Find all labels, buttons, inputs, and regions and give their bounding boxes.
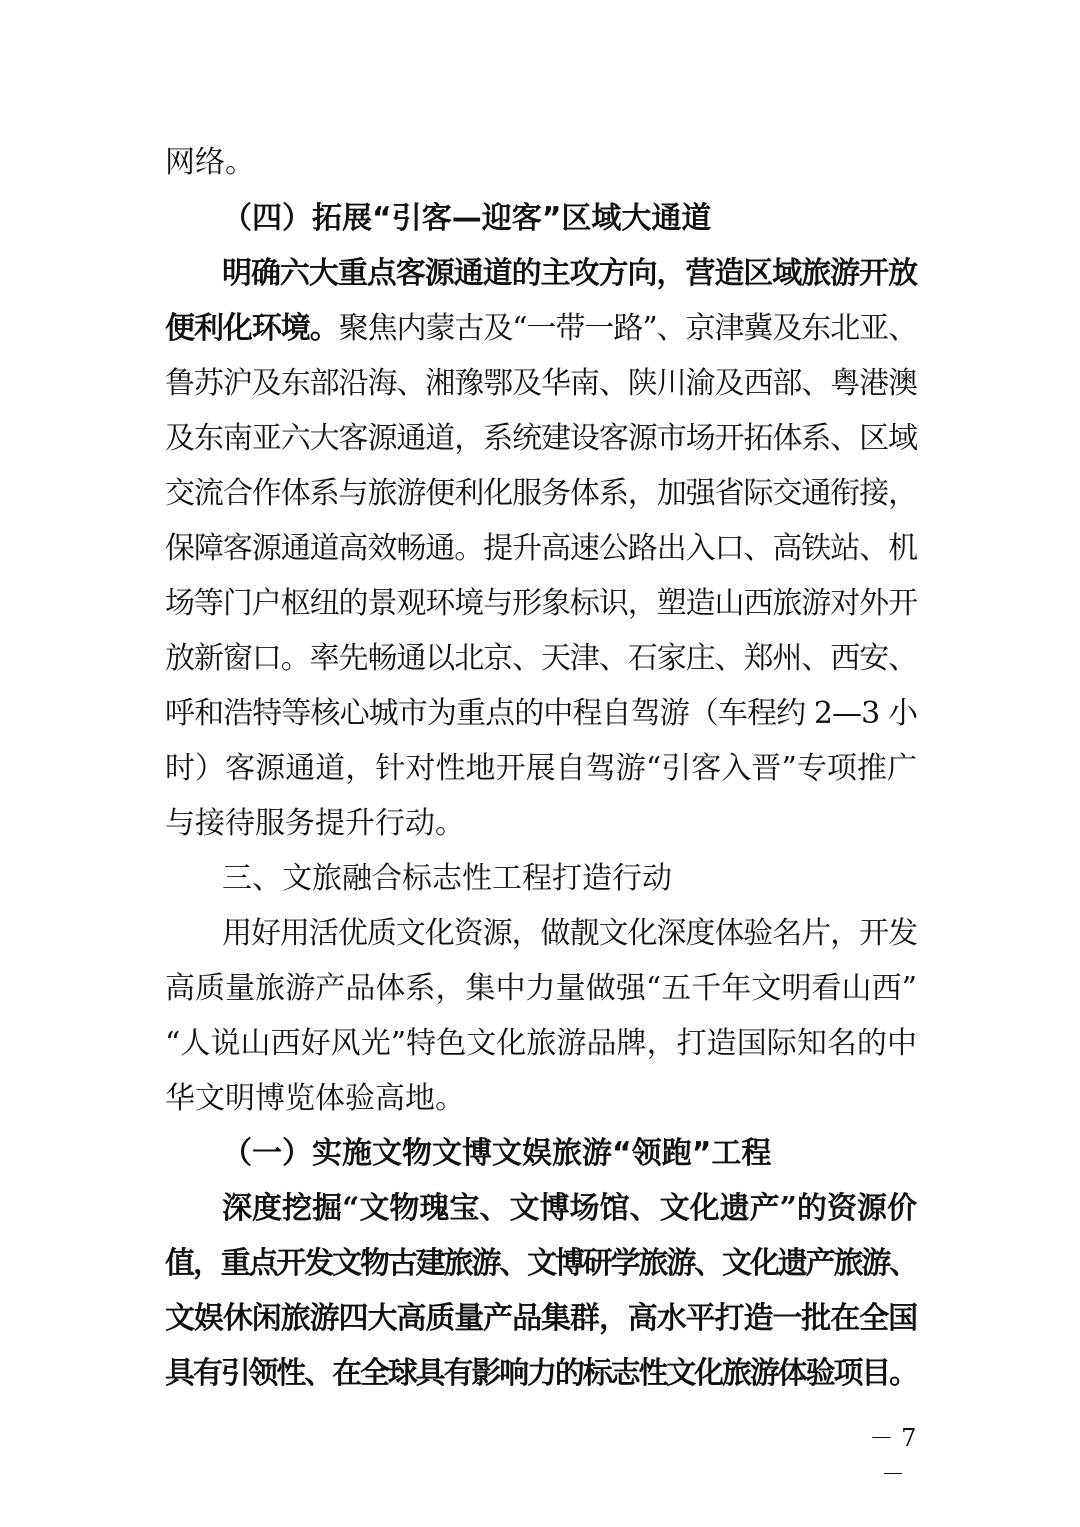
paragraph-line: 保障客源通道高效畅通。提升高速公路出入口、高铁站、机 xyxy=(165,531,917,566)
page-number: － 7 － xyxy=(869,1424,917,1488)
chapter-heading: 三、文旅融合标志性工程打造行动 xyxy=(222,861,672,896)
paragraph-line: 明确六大重点客源通道的主攻方向，营造区域旅游开放 xyxy=(222,256,918,291)
paragraph-line: 交流合作体系与旅游便利化服务体系，加强省际交通衔接， xyxy=(165,476,917,511)
paragraph-line: 值，重点开发文物古建旅游、文博研学旅游、文化遗产旅游、 xyxy=(165,1246,917,1281)
paragraph-line: 及东南亚六大客源通道，系统建设客源市场开拓体系、区域 xyxy=(165,421,917,456)
paragraph-line: 用好用活优质文化资源，做靓文化深度体验名片，开发 xyxy=(222,916,918,951)
paragraph-line: 呼和浩特等核心城市为重点的中程自驾游（车程约 2—3 小 xyxy=(165,696,918,731)
paragraph-line: “人说山西好风光”特色文化旅游品牌，打造国际知名的中 xyxy=(165,1026,917,1061)
paragraph-line: 与接待服务提升行动。 xyxy=(165,806,465,841)
paragraph-line: 放新窗口。率先畅通以北京、天津、石家庄、郑州、西安、 xyxy=(165,641,917,676)
paragraph-line: 文娱休闲旅游四大高质量产品集群，高水平打造一批在全国 xyxy=(165,1301,917,1336)
bold-lead-text: 便利化环境。 xyxy=(165,311,339,346)
section-heading: （四）拓展“引客—迎客”区域大通道 xyxy=(222,201,712,236)
paragraph-line: 时）客源通道，针对性地开展自驾游“引客入晋”专项推广 xyxy=(165,751,917,786)
paragraph-line: 深度挖掘“文物瑰宝、文博场馆、文化遗产”的资源价 xyxy=(222,1191,917,1226)
paragraph-line: 场等门户枢纽的景观环境与形象标识，塑造山西旅游对外开 xyxy=(165,586,917,621)
paragraph-line: 华文明博览体验高地。 xyxy=(165,1081,465,1116)
paragraph-line xyxy=(165,306,917,352)
paragraph-line: 鲁苏沪及东部沿海、湘豫鄂及华南、陕川渝及西部、粤港澳 xyxy=(165,366,917,401)
section-heading: （一）实施文物文博文娱旅游“领跑”工程 xyxy=(222,1136,772,1171)
paragraph-line: 网络。 xyxy=(165,145,255,180)
paragraph-line: 具有引领性、在全球具有影响力的标志性文化旅游体验项目。 xyxy=(165,1356,917,1391)
paragraph-line: 高质量旅游产品体系，集中力量做强“五千年文明看山西” xyxy=(165,971,917,1006)
line-rest-text: 聚焦内蒙古及“一带一路”、京津冀及东北亚、 xyxy=(338,311,918,346)
